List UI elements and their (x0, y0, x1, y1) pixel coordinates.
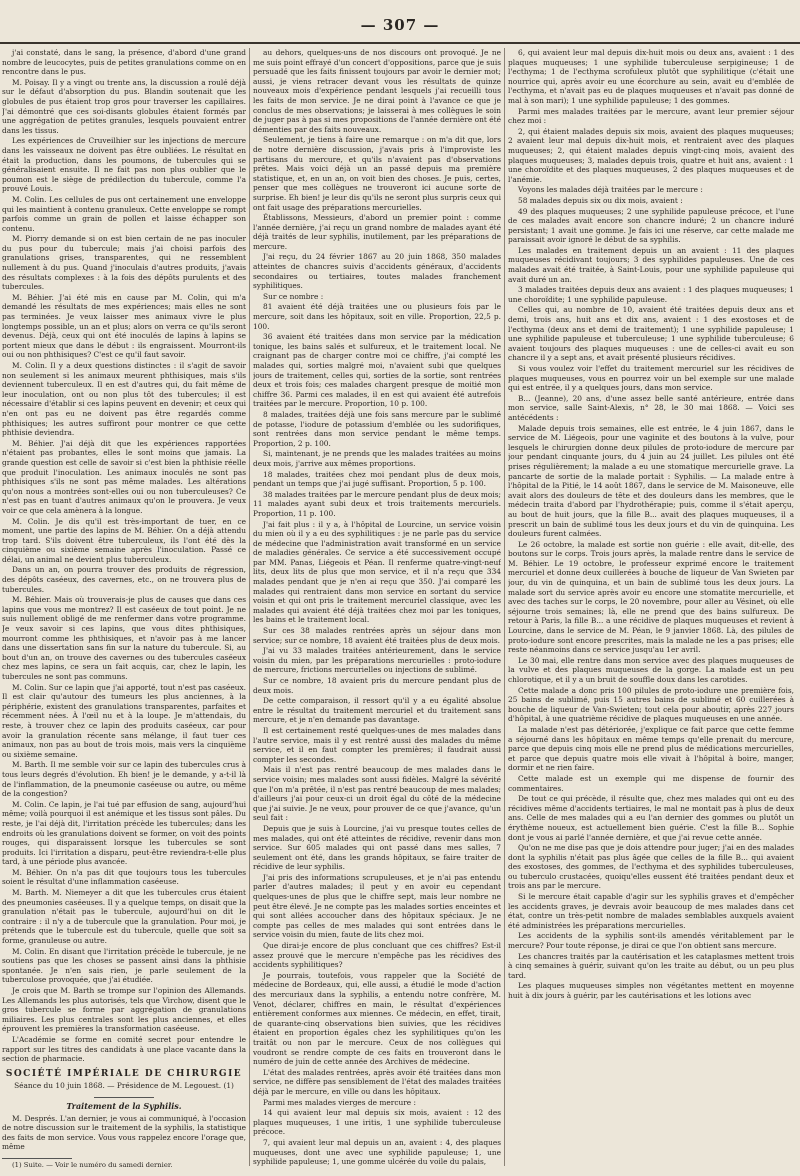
paragraph: 81 avaient été déjà traitées une ou plusieurs fois par le mercure, soit dans les hôpitaux, soit en ville. Proportion, 22,5 p. 100. (253, 302, 501, 331)
paragraph: 49 des plaques muqueuses; 2 une syphilide papuleuse précoce, et l'une de ces malades avait encore son chancre induré; 2 un chancre induré persistant; 1 avait une gomme. Je fais ici une réserve, car cette malade me paraissait avoir ignoré le début de sa syphilis. (508, 206, 794, 245)
paragraph: De cette comparaison, il ressort qu'il y a eu égalité absolue entre le résultat du traitement mercuriel et du traitement sans mercure, et je n'en demande pas davantage. (253, 696, 501, 725)
paragraph: M. Colin. Je dis qu'il est très-important de tuer, en ce moment, une partie des lapins de M. Béhier. On a déjà attendu trop tard. S'ils doivent être tuberculeux, ils l'ont été dès la cinquième ou sixième semaine après l'inoculation. Passé ce délai, un animal ne devient plus tuberculeux. (2, 516, 246, 564)
paragraph: Le 26 octobre, la malade est sortie non guérie : elle avait, dit-elle, des boutons sur le corps. Trois jours après, la malade rentre dans le service de M. Béhier. Le 19 octobre, le professeur exprimé encore le traitement mercuriel et donne deux cuillerées à bouche de liqueur de Van Swieten par jour, du vin de quinquina, et un bain de sublimé tous les deux jours. La malade sort du service après avoir eu encore une stomatite mercurielle, et avec des taches sur le corps, le 20 novembre, pour aller au Vésinet, où elle séjourne trois semaines; là, elle ne prend que des bains sulfureux. De retour à Paris, la fille B... a une récidive de plaques muqueuses et revient à Lourcine, dans le service de M. Péan, le 9 janvier 1868. Là, des pilules de proto-iodure sont encore prescrites, mais la malade ne les a pas prises; elle reste néanmoins dans ce service jusqu'au 1er avril. (508, 539, 794, 655)
paragraph: 38 malades traitées par le mercure pendant plus de deux mois; 11 malades ayant subi deux et trois traitements mercuriels. Proportion, 11 p. 100. (253, 489, 501, 518)
page-number: — 307 — (360, 16, 440, 34)
paragraph: M. Barth. Il me semble voir sur ce lapin des tubercules crus à tous leurs degrés d'évolution. Eh bien! je le demande, y a-t-il là de l'inflammation, de la pneumonie caséeuse ou autre, ou même de la congestion? (2, 760, 246, 799)
paragraph: M. Béhier. On n'a pas dit que toujours tous les tubercules soient le résultat d'une inflammation caséeuse. (2, 867, 246, 887)
paragraph: La malade n'est pas détériorée, j'explique ce fait parce que cette femme a séjourné dans les hôpitaux en même temps qu'elle prenait du mercure, parce que depuis cinq mois elle ne prend plus de médications mercurielles, et parce que depuis quatre mois elle vivait à l'hôpital à boire, manger, dormir et ne rien faire. (508, 724, 794, 773)
column-3-paragraphs (508, 48, 794, 1001)
paragraph: 36 avaient été traitées dans mon service par la médication tonique, les bains salés et sulfureux, et le traitement local. Ne craignant pas de charger contre moi ce chiffre, j'ai compté les malades qui, sorties malgré moi, n'avaient subi que quelques jours de traitement, celles qui, sorties de la sortie, sont rentrées deux et trois fois; ces malades chargent presque de moitié mon chiffre 36. Parmi ces malades, il en est qui avaient été autrefois traitées par le mercure. Proportion, 10 p. 100. (253, 332, 501, 409)
paragraph: Seulement, je tiens à faire une remarque : on m'a dit que, lors de notre dernière discussion, j'avais pris à l'improviste les partisans du mercure, et qu'ils n'avaient pas d'observations prêtes. Mais voici déjà un an passé depuis ma première statistique, et, en un an, on voit bien des choses. Je puis, certes, penser que mes collègues ne trouveront ici aucune sorte de surprise. Eh bien! je leur dis qu'ils ne seront plus surpris ceux qui ont fait usage des préparations mercurielles. (253, 135, 501, 212)
paragraph: L'Académie se forme en comité secret pour entendre le rapport sur les titres des candidats à une place vacante dans la section de pharmacie. (2, 1034, 246, 1064)
paragraph: B... (Jeanne), 20 ans, d'une assez belle santé antérieure, entrée dans mon service, salle Saint-Alexis, n° 28, le 30 mai 1868. — Voici ses antécédents : (508, 393, 794, 422)
paragraph: Il est certainement resté quelques-unes de mes malades dans l'autre service, mais il y est rentré aussi des malades du même service, et il en faut compter les premières; il faudrait aussi compter les secondes. (253, 725, 501, 764)
paragraph: Malade depuis trois semaines, elle est entrée, le 4 juin 1867, dans le service de M. Liégeois, pour une vaginite et des boutons à la vulve, pour lesquels le chirurgien donne deux pilules de proto-iodure de mercure par jour pendant cinquante jours, du 4 juin au 24 juillet. Les pilules ont été prises régulièrement; la malade a eu une stomatique mercurielle grave. La pancarte de sortie de la malade portait : Syphilis. — La malade entre à l'hôpital de la Pitié, le 14 août 1867, dans le service de M. Maisoneuve, elle avait alors des douleurs de tête et des douleurs dans les membres, que le médecin traita d'abord par l'hydrothérapie; puis, comme il s'était aperçu, au bout de huit jours, que la fille B... avait des plaques muqueuses, il a prescrit un bain de sublimé tous les deux jours et du vin de quinquina. Les douleurs furent calmées. (508, 423, 794, 539)
paragraph: Sur ces 38 malades rentrées après un séjour dans mon service; sur ce nombre, 18 avaient été traitées plus de deux mois. (253, 626, 501, 645)
paragraph: Je crois que M. Barth se trompe sur l'opinion des Allemands. Les Allemands les plus autorisés, tels que Virchow, disent que le gros tubercule se forme par aggrégation de granulations miliaires. Les plus centrales sont les plus anciennes, et elles éprouvent les premières la transformation caséeuse. (2, 986, 246, 1034)
paragraph: Je pourrais, toutefois, vous rappeler que la Société de médecine de Bordeaux, qui, elle aussi, a étudié le mode d'action des mercuriaux dans la syphilis, a entendu notre confrère, M. Venot, déclarer, chiffres en main, le résultat d'expériences entièrement conformes aux miennes. Ce médecin, en effet, tirait, de quarante-cinq observations bien suivies, que les récidives étaient en proportion égales chez les syphilitiques qu'on les traitât ou non par le mercure. Ceux de nos collègues qui voudront se rendre compte de ces faits en trouveront dans le numéro de juin de cette année des Archives de médecine. (253, 970, 501, 1067)
paragraph: Voyons les malades déjà traitées par le mercure : (518, 185, 703, 195)
paragraph: 2, qui étaient malades depuis six mois, avaient des plaques muqueuses; 2 avaient leur mal depuis dix-huit mois, et rentraient avec des plaques muqueuses; 2, qui étaient malades depuis vingt-cinq mois, avaient des plaques muqueuses; 3, malades depuis trois, quatre et huit ans, avaient : 1 une choroïdite et des plaques muqueuses, 2 des plaques muqueuses et de l'anémie. (508, 126, 794, 184)
paragraph: 3 malades traitées depuis deux ans avaient : 1 des plaques muqueuses; 1 une choroïdite; 1 une syphilide papuleuse. (508, 285, 794, 304)
paragraph: Les chancres traités par la cautérisation et les cataplasmes mettent trois à cinq semaines à guérir, suivant qu'on les traite au début, ou un peu plus tard. (508, 951, 794, 980)
paragraph: Parmi mes malades traitées par le mercure, avant leur premier séjour chez moi : (508, 106, 794, 126)
column-1-paragraphs (2, 48, 246, 1064)
paragraph: Sur ce nombre : (263, 291, 324, 301)
section-rule (94, 1097, 154, 1098)
paragraph: M. Colin. Il y a deux questions distinctes : il s'agit de savoir non seulement si les animaux meurent phthisiques, mais s'ils deviennent tuberculeux. Il en est d'autres qui, du fait même de leur inoculation, ont ou non plus tôt des tubercules; il est nécessaire d'établir si ces lapins peuvent en devenir; et ceux qui n'en ont pas eu ne doivent pas être regardés comme phthisiques; les autres suffiront pour montrer ce que cette phthisie deviendra. (2, 361, 246, 438)
paragraph: L'état des malades rentrées, après avoir été traitées dans mon service, ne diffère pas sensiblement de l'état des malades traitées déjà par le mercure, en ville ou dans les hôpitaux. (253, 1067, 501, 1096)
footnote-rule (2, 1158, 72, 1159)
column-2-paragraphs (253, 48, 501, 1167)
paragraph: Les plaques muqueuses simples non végétantes mettent en moyenne huit à dix jours à guérir, par les cautérisations et les lotions avec (508, 981, 794, 1000)
paragraph: J'ai fait plus : il y a, à l'hôpital de Lourcine, un service voisin du mien où il y a eu des syphilitiques : je ne parle pas du service de médecine que l'administration avait transformé en un service de maladies générales. Ce service a été successivement occupé par MM. Panas, Liégeois et Péan. Il renferme quatre-vingt-neuf lits, deux lits de plus que mon service, et il n'a reçu que 334 malades pendant que je n'en ai reçu que 350. J'ai comparé les malades qui rentraient dans mon service en sortant du service voisin et qui ont pris le traitement mercuriel classique, avec les malades qui avaient été déjà traitées chez moi par les toniques, les bains et le traitement local. (253, 519, 501, 625)
paragraph: Sur ce nombre, 18 avaient pris du mercure pendant plus de deux mois. (253, 676, 501, 695)
column-divider (504, 48, 505, 1166)
paragraph: Qu'on ne me dise pas que je dois attendre pour juger; j'ai en des malades dont la syphilis n'était pas plus âgée que celles de la fille B... qui avaient des exostoses, des gommes, de l'ecthyma et des syphilides tuberculeuses, ou tuberculo crustacées, quoiqu'elles eussent été traitées pendant deux et trois ans par le mercure. (508, 843, 794, 891)
paragraph: j'ai constaté, dans le sang, la présence, d'abord d'une grand nombre de leucocytes, puis de petites granulations comme on en rencontre dans le pus. (2, 48, 246, 77)
column-2 (253, 48, 501, 1168)
paragraph: Celles qui, au nombre de 10, avaient été traitées depuis deux ans et demi, trois ans, huit ans et dix ans, avaient : 1 des exostoses et de l'ecthyma (deux ans et demi de traitement); 1 une syphilide papuleuse; 1 une syphilide papuleuse et tuberculeuse; 1 une syphilide tuberculeuse; 6 avaient toujours des plaques muqueuses : une de celles-ci avait eu son chancre il y a sept ans, et avait présenté plusieurs récidives. (508, 305, 794, 363)
paragraph: au dehors, quelques-uns de nos discours ont provoqué. Je ne me suis point effrayé d'un concert d'oppositions, parce que je suis persuadé que les faits finissent toujours par avoir le dernier mot; aussi, je viens retracer devant vous les résultats de quinze nouveaux mois d'expérience pendant lesquels j'ai recueilli tous les faits de mon service. Je ne dirai point à l'avance ce que je conclus de mes observations; je laisserai à mes collègues le soin de juger pas à pas si mes propositions de l'année dernière ont été démenties par des faits nouveaux. (253, 48, 501, 134)
footnote: (1) Suite. — Voir le numéro du samedi dernier. (12, 1160, 173, 1168)
society-title: SOCIÉTÉ IMPÉRIALE DE CHIRURGIE (5, 1068, 243, 1079)
paragraph: J'ai pris des informations scrupuleuses, et je n'ai pas entendu parler d'autres malades; il peut y en avoir eu cependant quelques-unes de plus que le chiffre sept, mais leur nombre ne peut être élevé. Je ne compte pas les malades sorties enceintes et qui sont allées accoucher dans des hôpitaux spéciaux. Je ne compte pas celles de mes malades qui sont entrées dans le service voisin du mien, faute de lits chez moi. (253, 872, 501, 940)
paragraph: M. Colin. En disant que l'irritation précède le tubercule, je ne soutiens pas que les choses se passent ainsi dans la phthisie spontanée. Je n'en sais rien, je parle seulement de la tuberculose provoquée, que j'ai étudiée. (2, 946, 246, 985)
paragraph: Si vous voulez voir l'effet du traitement mercuriel sur les récidives de plaques muqueuses, vous en pourrez voir un bel exemple sur une malade qui est entrée, il y a quelques jours, dans mon service. (508, 364, 794, 393)
paragraph: Les accidents de la syphilis sont-ils amendés véritablement par le mercure? Pour toute réponse, je dirai ce que l'on obtient sans mercure. (508, 931, 794, 951)
paragraph: De tout ce qui précède, il résulte que, chez mes malades qui ont eu des récidives même d'accidents tertiaires, le mal ne montait pas à plus de deux ans. Celle de mes malades qui a eu l'an dernier des gommes ou plutôt un érythème noueux, est actuellement bien guérie. C'est la fille B... Sophie dont je vous ai parlé l'année dernière, et que j'ai revue cette année. (508, 794, 794, 842)
paragraph: M. Poisay. Il y a vingt ou trente ans, la discussion a roulé déjà sur le défaut d'absorption du pus. Blandin soutenait que les globules de pus étaient trop gros pour traverser les capillaires. J'ai démontré que ces soi-disants globules étaient formés par une aggrégation de petites granules, lesquels pouvaient entrer dans les tissus. (2, 77, 246, 135)
paragraph: M. Béhier. Mais où trouverais-je plus de causes que dans ces lapins que vous me montrez? Il est caséeux de tout point. Je ne suis nullement obligé de me renfermer dans votre programme. Je veux savoir si ces lapins, que vous dites phthisiques, mourront comme les phthisiques, et n'avoir pas à me lancer dans une dissertation sans fin sur la nature du tubercule. Si, au bout d'un an, on trouve des cavernes ou des tubercules caséeux chez mes lapins, ce sera un fait acquis, car, chez le lapin, les tubercules ne sont pas communs. (2, 595, 246, 681)
paragraph: Le 30 mai, elle rentre dans mon service avec des plaques muqueuses de la vulve et des plaques muqueuses de la gorge. La malade est un peu chlorotique, et il y a un bruit de souffle doux dans les carotides. (508, 655, 794, 684)
page-header (0, 10, 800, 40)
paragraph: J'ai vu 33 malades traitées antérieurement, dans le service voisin du mien, par les préparations mercurielles : proto-iodure de mercure, frictions mercurielles ou injections de sublimé. (253, 646, 501, 675)
paragraph: J'ai reçu, du 24 février 1867 au 20 juin 1868, 350 malades atteintes de chancres suivis d'accidents généraux, d'accidents secondaires ou tertiaires, toutes malades franchement syphilitiques. (253, 252, 501, 291)
paragraph: M. Barth. M. Niemeyer a dit que les tubercules crus étaient des pneumonies caséeuses. Il y a quelque temps, on disait que la granulation n'était pas le tubercule, aujourd'hui on dit le contraire : il n'y a de tubercule que la granulation. Pour moi, je prétends que le tubercule est du tubercule, quelle que soit sa forme, granuleuse ou autre. (2, 888, 246, 946)
paragraph: 8 malades, traitées déjà une fois sans mercure par le sublimé de potasse, l'iodure de potassium d'emblée ou les sudorifiques, sont rentrées dans mon service pendant le même temps. Proportion, 2 p. 100. (253, 409, 501, 448)
paragraph: M. Béhier. J'ai déjà dit que les expériences rapportées n'étaient pas probantes, elles le sont moins que jamais. La grande question est celle de savoir si c'est bien la phthisie réelle que produit l'inoculation. Les animaux inoculés ne sont pas phthisiques s'ils ne sont pas même malades. Les altérations qu'on nous a montrées sont-elles oui ou non tuberculeuses? Ce n'est pas en tuant d'autres animaux qu'on le prouvera. Je veux voir ce que cela amènera à la longue. (2, 438, 246, 515)
paragraph: M. Colin. Ce lapin, je l'ai tué par effusion de sang, aujourd'hui même; voilà pourquoi il est anémique et les tissus sont pâles. Du reste, je l'ai déjà dit, l'irritation précède les tubercules; dans les endroits où les granulations doivent se former, on voit des points rouges, qui disparaissent lorsque les tubercules se sont produits. Ici l'irritation a disparu, peut-être reviendra-t-elle plus tard, à une période plus avancée. (2, 799, 246, 867)
paragraph: Depuis que je suis à Lourcine, j'ai vu presque toutes celles de mes malades, qui ont été atteintes de récidive, revenir dans mon service. Sur 605 malades qui ont passé dans mes salles, 7 seulement ont été, dans les grands hôpitaux, se faire traiter de récidive de leur syphilis. (253, 823, 501, 872)
paragraph: 6, qui avaient leur mal depuis dix-huit mois ou deux ans, avaient : 1 des plaques muqueuses; 1 une syphilide tuberculeuse serpigineuse; 1 de l'ecthyma; 1 de l'ecthyma scrofuleux plutôt que syphilitique (c'était une nourrice qui, après avoir eu une écorchure au sein, avait eu d'emblée de l'ecthyma, et n'avait pas eu de plaques muqueuses et n'avait pas donné de mal à son mari); 1 une syphilide papuleuse; 1 des gommes. (508, 48, 794, 105)
paragraph: 14 qui avaient leur mal depuis six mois, avaient : 12 des plaques muqueuses, 1 une iritis, 1 une syphilide tuberculeuse précoce. (253, 1108, 501, 1137)
paragraph: Établissons, Messieurs, d'abord un premier point : comme l'année dernière, j'ai reçu un grand nombre de malades ayant été déjà traités de leur syphilis, inutilement, par les préparations de mercure. (253, 213, 501, 251)
paragraph: M. Colin. Sur ce lapin que j'ai apporté, tout n'est pas caséeux. Il est clair qu'autour des tumeurs les plus anciennes, à la périphérie, existent des granulations transparentes, parfaites et récemment nées. À l'œil nu et à la loupe. Je m'attendais, du reste, à trouver chez ce lapin des produits caséeux, car pour avoir la granulation récente sans mélange, il faut tuer ces animaux, non pas au bout de trois mois, mais vers la cinquième ou sixième semaine. (2, 682, 246, 759)
column-1 (2, 48, 246, 1168)
column-3 (508, 48, 794, 1168)
paragraph: Les expériences de Cruveilhier sur les injections de mercure dans les vaisseaux ne doivent pas être oubliées. Le résultat en était la production, dans les poumons, de tubercules qui se généralisaient ensuite. Il ne fait pas non plus oublier que le poumon est le siège de prédilection du tubercule, comme l'a prouvé Louis. (2, 136, 246, 194)
session-line: Séance du 10 juin 1868. — Présidence de M. Legouest. (1) (14, 1081, 234, 1091)
paragraph: Cette malade a donc pris 100 pilules de proto-iodure une première fois, 25 bains de sublimé, puis 15 autres bains de sublimé et 60 cuillerées à bouche de liqueur de Van-Swieten; tout cela pour aboutir, après 227 jours d'hôpital, à une quatrième récidive de plaques muqueuses en une année. (508, 685, 794, 724)
paragraph: M. Després. L'an dernier, je vous ai communiqué, à l'occasion de notre discussion sur le traitement de la syphilis, la statistique des faits de mon service. Vous vous rappelez encore l'orage que, même (2, 1113, 246, 1152)
paragraph: Parmi mes malades vierges de mercure : (263, 1097, 416, 1107)
subheading: Traitement de la Syphilis. (66, 1100, 182, 1111)
paragraph: M. Piorry demande si on est bien certain de ne pas inoculer du pus pour du tubercule; mais j'ai choisi parfois des granulations grises, transparentes, qui ne ressemblent nullement à du pus. Quand j'inoculais d'autres produits, j'avais des résultats complexes : à la fois des dépôts purulents et des tubercules. (2, 234, 246, 292)
paragraph: Que dirai-je encore de plus concluant que ces chiffres? Est-il assez prouvé que le mercure n'empêche pas les récidives des accidents syphilitiques? (253, 941, 501, 970)
paragraph: 18 malades, traitées chez moi pendant plus de deux mois, pendant un temps que j'ai jugé suffisant. Proportion, 5 p. 100. (253, 469, 501, 489)
paragraph: Cette malade est un exemple qui me dispense de fournir des commentaires. (508, 773, 794, 793)
column-divider (249, 48, 250, 1166)
paragraph: 7, qui avaient leur mal depuis un an, avaient : 4, des plaques muqueuses, dont une avec une syphilide papuleuse; 1, une syphilide papuleuse; 1, une gomme ulcérée du voile du palais, (253, 1137, 501, 1167)
paragraph: Dans un an, on pourra trouver des produits de régression, des dépôts caséeux, des cavernes, etc., on ne trouvera plus de tubercules. (2, 565, 246, 594)
paragraph: Si, maintenant, je ne prends que les malades traitées au moins deux mois, j'arrive aux mêmes proportions. (253, 449, 501, 468)
paragraph: 58 malades depuis six ou dix mois, avaient : (518, 195, 683, 205)
paragraph: Mais il n'est pas rentré beaucoup de mes malades dans le service voisin; mes malades sont aussi fidèles. Malgré la sévérité que l'on m'a prêtée, il n'est pas rentré beaucoup de mes malades; d'ailleurs j'ai pour ceux-ci un droit égal du côté de la médecine que j'ai suivie. Je ne veux, pour prouver de ce que j'avance, qu'un seul fait : (253, 765, 501, 823)
header-rule (0, 42, 800, 44)
paragraph: M. Béhier. J'ai été mis en cause par M. Colin, qui m'a demandé les résultats de mes expériences; mais elles ne sont pas terminées. Je veux laisser mes animaux vivre le plus longtemps possible, un an et plus; alors on verra ce qu'ils seront devenus. Déjà, ceux qui ont été inoculés de lapins à lapins se portent mieux que dans le début : ils engraissent. Mourront-ils oui ou non phthisiques? C'est ce qu'il faut savoir. (2, 292, 246, 360)
paragraph: M. Colin. Les cellules de pus ont certainement une enveloppe qui les maintient à contenu granuleux. Cette enveloppe se rompt parfois comme un grain de pollen et laisse échapper son contenu. (2, 194, 246, 233)
paragraph: Si le mercure était capable d'agir sur les syphilis graves et d'empêcher les accidents graves, je devrais avoir beaucoup de mes malades dans cet état, contre un très-petit nombre de malades semblables auxquels avaient été administrées les préparations mercurielles. (508, 892, 794, 930)
paragraph: Les malades en traitement depuis un an avaient : 11 des plaques muqueuses récidivant toujours; 3 des syphilides papuleuses. Une de ces malades avait été traitée, à Saint-Louis, pour une syphilide papuleuse qui avait duré un an. (508, 245, 794, 284)
